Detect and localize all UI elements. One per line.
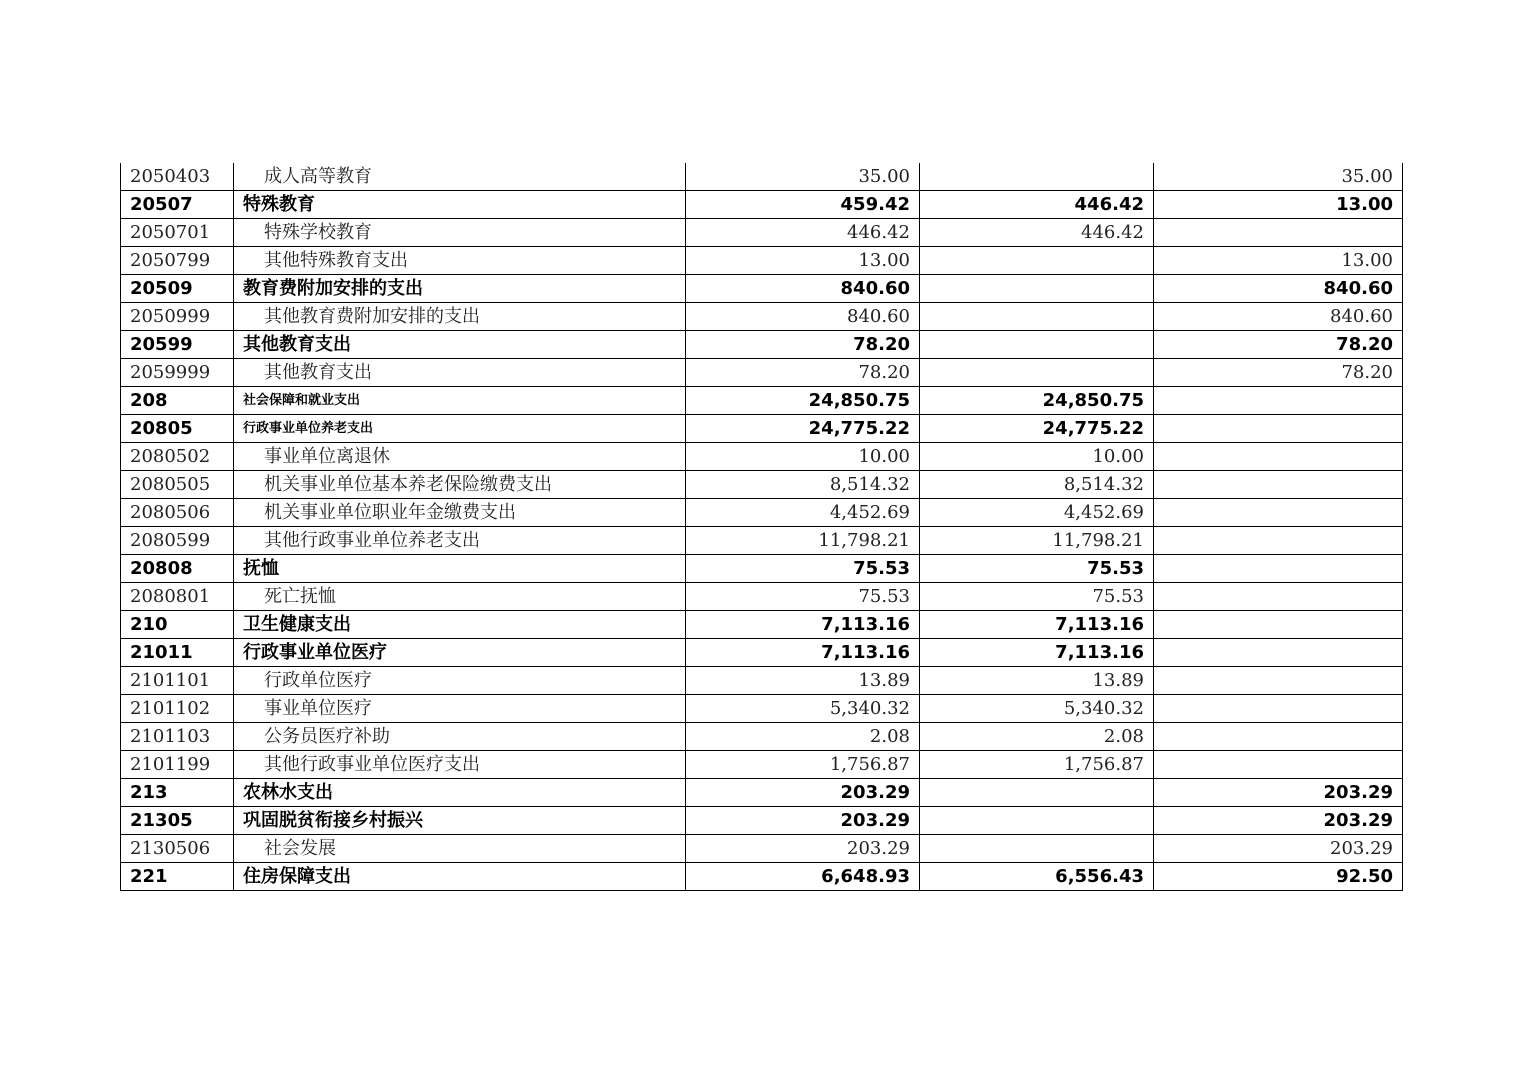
table-row [121, 443, 1403, 471]
budget-table [120, 163, 1403, 891]
total-cell: 203.29 [686, 835, 920, 863]
name-cell: 其他特殊教育支出 [234, 247, 686, 275]
project-expense-cell [1154, 499, 1403, 527]
code-cell: 20808 [121, 555, 234, 583]
project-expense-cell: 203.29 [1154, 779, 1403, 807]
code-cell: 2101101 [121, 667, 234, 695]
code-cell: 20507 [121, 191, 234, 219]
project-expense-cell: 78.20 [1154, 331, 1403, 359]
table-row [121, 359, 1403, 387]
project-expense-cell: 92.50 [1154, 863, 1403, 891]
basic-expense-cell: 8,514.32 [920, 471, 1154, 499]
code-cell: 2101103 [121, 723, 234, 751]
total-cell: 6,648.93 [686, 863, 920, 891]
basic-expense-cell: 446.42 [920, 191, 1154, 219]
project-expense-cell [1154, 387, 1403, 415]
basic-expense-cell: 7,113.16 [920, 639, 1154, 667]
name-cell: 公务员医疗补助 [234, 723, 686, 751]
code-cell: 2050403 [121, 163, 234, 191]
table-row [121, 751, 1403, 779]
name-cell: 其他行政事业单位医疗支出 [234, 751, 686, 779]
basic-expense-cell [920, 779, 1154, 807]
basic-expense-cell: 10.00 [920, 443, 1154, 471]
table-row [121, 303, 1403, 331]
project-expense-cell: 840.60 [1154, 303, 1403, 331]
table-row [121, 835, 1403, 863]
table-row [121, 863, 1403, 891]
table-row [121, 163, 1403, 191]
project-expense-cell [1154, 555, 1403, 583]
basic-expense-cell: 1,756.87 [920, 751, 1154, 779]
code-cell: 2080502 [121, 443, 234, 471]
project-expense-cell [1154, 695, 1403, 723]
basic-expense-cell: 6,556.43 [920, 863, 1154, 891]
code-cell: 20805 [121, 415, 234, 443]
code-cell: 213 [121, 779, 234, 807]
name-cell: 行政单位医疗 [234, 667, 686, 695]
code-cell: 2050701 [121, 219, 234, 247]
code-cell: 2101102 [121, 695, 234, 723]
name-cell: 成人高等教育 [234, 163, 686, 191]
name-cell: 住房保障支出 [234, 863, 686, 891]
total-cell: 203.29 [686, 779, 920, 807]
project-expense-cell: 78.20 [1154, 359, 1403, 387]
name-cell: 特殊学校教育 [234, 219, 686, 247]
project-expense-cell: 13.00 [1154, 247, 1403, 275]
name-cell: 教育费附加安排的支出 [234, 275, 686, 303]
code-cell: 210 [121, 611, 234, 639]
table-row [121, 415, 1403, 443]
name-cell: 社会保障和就业支出 [234, 387, 686, 415]
name-cell: 其他教育支出 [234, 359, 686, 387]
name-cell: 机关事业单位职业年金缴费支出 [234, 499, 686, 527]
basic-expense-cell [920, 275, 1154, 303]
table-row [121, 611, 1403, 639]
name-cell: 事业单位离退休 [234, 443, 686, 471]
name-cell: 卫生健康支出 [234, 611, 686, 639]
table-row [121, 331, 1403, 359]
project-expense-cell [1154, 471, 1403, 499]
table-row [121, 555, 1403, 583]
total-cell: 7,113.16 [686, 611, 920, 639]
total-cell: 75.53 [686, 583, 920, 611]
total-cell: 459.42 [686, 191, 920, 219]
basic-expense-cell: 7,113.16 [920, 611, 1154, 639]
table-row [121, 471, 1403, 499]
name-cell: 事业单位医疗 [234, 695, 686, 723]
total-cell: 24,850.75 [686, 387, 920, 415]
total-cell: 10.00 [686, 443, 920, 471]
table-row [121, 807, 1403, 835]
basic-expense-cell: 75.53 [920, 583, 1154, 611]
name-cell: 特殊教育 [234, 191, 686, 219]
total-cell: 13.89 [686, 667, 920, 695]
table-row [121, 499, 1403, 527]
code-cell: 2080801 [121, 583, 234, 611]
basic-expense-cell: 24,775.22 [920, 415, 1154, 443]
total-cell: 7,113.16 [686, 639, 920, 667]
table-row [121, 723, 1403, 751]
basic-expense-cell: 11,798.21 [920, 527, 1154, 555]
total-cell: 8,514.32 [686, 471, 920, 499]
total-cell: 11,798.21 [686, 527, 920, 555]
project-expense-cell: 35.00 [1154, 163, 1403, 191]
code-cell: 2080506 [121, 499, 234, 527]
basic-expense-cell: 13.89 [920, 667, 1154, 695]
code-cell: 2050799 [121, 247, 234, 275]
table-row [121, 583, 1403, 611]
code-cell: 21011 [121, 639, 234, 667]
name-cell: 行政事业单位养老支出 [234, 415, 686, 443]
project-expense-cell [1154, 527, 1403, 555]
project-expense-cell: 203.29 [1154, 807, 1403, 835]
total-cell: 2.08 [686, 723, 920, 751]
basic-expense-cell [920, 807, 1154, 835]
basic-expense-cell: 24,850.75 [920, 387, 1154, 415]
basic-expense-cell [920, 331, 1154, 359]
table-row [121, 191, 1403, 219]
total-cell: 24,775.22 [686, 415, 920, 443]
project-expense-cell: 840.60 [1154, 275, 1403, 303]
code-cell: 21305 [121, 807, 234, 835]
table-row [121, 667, 1403, 695]
table-row [121, 219, 1403, 247]
name-cell: 抚恤 [234, 555, 686, 583]
table-row [121, 247, 1403, 275]
code-cell: 2080599 [121, 527, 234, 555]
name-cell: 行政事业单位医疗 [234, 639, 686, 667]
name-cell: 其他教育费附加安排的支出 [234, 303, 686, 331]
total-cell: 203.29 [686, 807, 920, 835]
project-expense-cell [1154, 723, 1403, 751]
project-expense-cell [1154, 639, 1403, 667]
table-row [121, 275, 1403, 303]
basic-expense-cell [920, 303, 1154, 331]
project-expense-cell [1154, 219, 1403, 247]
project-expense-cell: 203.29 [1154, 835, 1403, 863]
name-cell: 社会发展 [234, 835, 686, 863]
name-cell: 机关事业单位基本养老保险缴费支出 [234, 471, 686, 499]
basic-expense-cell [920, 359, 1154, 387]
project-expense-cell [1154, 751, 1403, 779]
total-cell: 78.20 [686, 331, 920, 359]
project-expense-cell [1154, 583, 1403, 611]
total-cell: 1,756.87 [686, 751, 920, 779]
table-row [121, 639, 1403, 667]
total-cell: 446.42 [686, 219, 920, 247]
name-cell: 死亡抚恤 [234, 583, 686, 611]
basic-expense-cell [920, 163, 1154, 191]
table-row [121, 779, 1403, 807]
budget-table-body [121, 163, 1403, 891]
name-cell: 巩固脱贫衔接乡村振兴 [234, 807, 686, 835]
project-expense-cell [1154, 415, 1403, 443]
basic-expense-cell: 2.08 [920, 723, 1154, 751]
basic-expense-cell [920, 247, 1154, 275]
total-cell: 840.60 [686, 303, 920, 331]
name-cell: 其他教育支出 [234, 331, 686, 359]
project-expense-cell [1154, 667, 1403, 695]
basic-expense-cell: 446.42 [920, 219, 1154, 247]
table-row [121, 387, 1403, 415]
project-expense-cell [1154, 611, 1403, 639]
code-cell: 2059999 [121, 359, 234, 387]
project-expense-cell: 13.00 [1154, 191, 1403, 219]
basic-expense-cell [920, 835, 1154, 863]
basic-expense-cell: 5,340.32 [920, 695, 1154, 723]
table-row [121, 695, 1403, 723]
name-cell: 其他行政事业单位养老支出 [234, 527, 686, 555]
code-cell: 20599 [121, 331, 234, 359]
total-cell: 4,452.69 [686, 499, 920, 527]
project-expense-cell [1154, 443, 1403, 471]
code-cell: 2130506 [121, 835, 234, 863]
total-cell: 840.60 [686, 275, 920, 303]
code-cell: 208 [121, 387, 234, 415]
basic-expense-cell: 75.53 [920, 555, 1154, 583]
total-cell: 78.20 [686, 359, 920, 387]
code-cell: 2050999 [121, 303, 234, 331]
basic-expense-cell: 4,452.69 [920, 499, 1154, 527]
total-cell: 75.53 [686, 555, 920, 583]
table-row [121, 527, 1403, 555]
code-cell: 2101199 [121, 751, 234, 779]
total-cell: 5,340.32 [686, 695, 920, 723]
code-cell: 20509 [121, 275, 234, 303]
code-cell: 2080505 [121, 471, 234, 499]
total-cell: 13.00 [686, 247, 920, 275]
code-cell: 221 [121, 863, 234, 891]
total-cell: 35.00 [686, 163, 920, 191]
name-cell: 农林水支出 [234, 779, 686, 807]
